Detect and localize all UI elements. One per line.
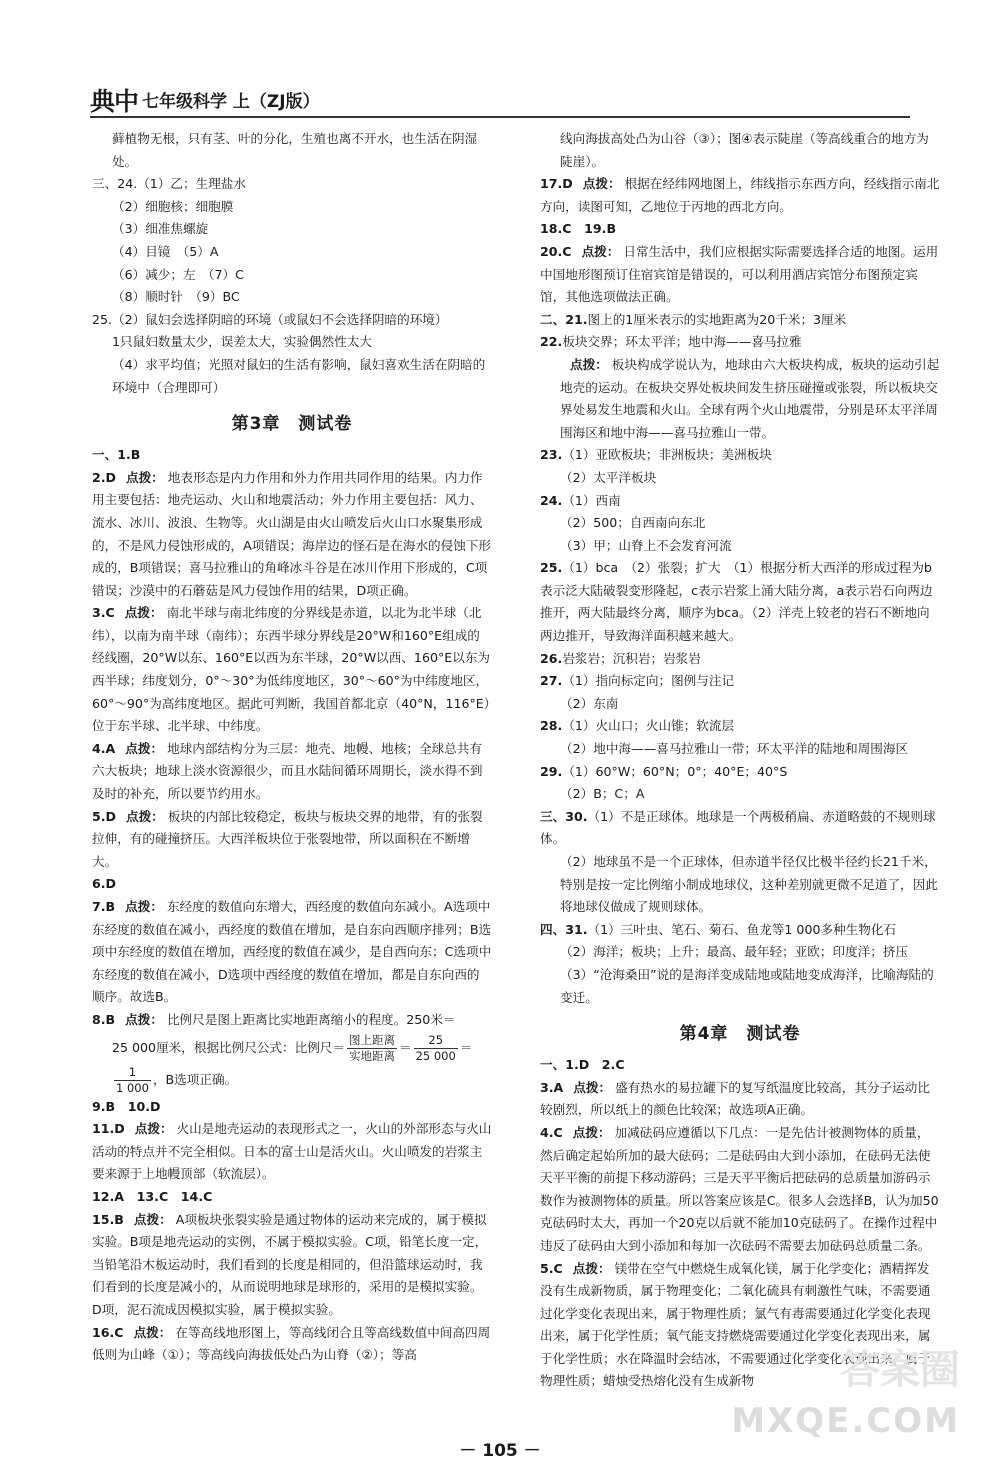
q8-fraction-1	[347, 1033, 397, 1064]
page-number: － 105 －	[459, 1441, 541, 1461]
book-title: 七年级科学 上（ZJ版）	[142, 92, 320, 112]
watermark: MXQE.COM	[731, 1401, 960, 1441]
left-top-answers	[92, 128, 492, 399]
left-column	[92, 128, 492, 1367]
answer-text: （1）60°W；60°N；0°；40°E；40°S	[562, 763, 788, 779]
answer-number: 3.C	[92, 605, 115, 621]
q8-text3: ，B选项正确。	[152, 1071, 238, 1087]
answer-text: （2）海洋；板块；上升；最高、最年轻；亚欧；印度洋；挤压	[560, 944, 909, 960]
answer-item	[92, 444, 492, 467]
answer-item	[92, 467, 492, 603]
answer-text: 根据在经纬网地图上，纬线指示东西方向，经线指示南北方向，读图可知，乙地位于丙地的西北方向。	[540, 176, 940, 214]
answer-text: 盛有热水的易拉罐下的复写纸温度比较高，其分子运动比较剧烈，所以纸上的颜色比较深；故选项A正确。	[540, 1079, 930, 1118]
hint-label: 点拨：	[572, 1260, 611, 1276]
hint-label: 点拨：	[573, 1079, 612, 1095]
answer-text: 南北半球与南北纬度的分界线是赤道，以北为北半球（北纬），以南为南半球（南纬）；东西半球分界线是20°W和160°E组成的经线圈，20°W以东、160°E以西为东半球，20°W以西、160°E以东为西半球；纬度划分，0°～30°为低纬度地区，30°～60°为中纬度地区，60°～90°为高纬度地区。据此可判断，我国首都北京（40°N，116°E）位于东半球、北半球、中纬度。	[92, 605, 491, 734]
answer-item	[540, 761, 940, 784]
answer-text: 地表形态是内力作用和外力作用共同作用的结果。内力作用主要包括：地壳运动、火山和地震活动；外力作用主要包括：风力、流水、冰川、波浪、生物等。火山湖是由火山喷发后火山口水聚集形成的，不是风力侵蚀形成的，A项错误；海岸边的怪石是在海水的侵蚀下形成的，B项错误；喜马拉雅山的角峰冰斗谷是在冰川作用下形成的，C项错误；沙漠中的石蘑菇是风力侵蚀作用的结果，D项正确。	[92, 469, 492, 598]
answer-item	[540, 851, 940, 919]
answer-item	[540, 512, 940, 535]
answer-text: （1）亚欧板块；非洲板块；美洲板块	[562, 447, 772, 463]
answer-number: 5.D	[92, 808, 117, 824]
q8-f3-denominator: 1 000	[116, 1080, 149, 1095]
answer-item	[92, 602, 492, 738]
q8-equals: ＝	[398, 1039, 412, 1055]
answer-item	[92, 896, 492, 1009]
answer-number: 4.A	[92, 740, 116, 756]
answer-item	[540, 941, 940, 964]
q8-line3	[92, 1064, 492, 1096]
answer-text: 地球内部结构分为三层：地壳、地幔、地核；全球总共有六大板块；地球上淡水资源很少，而且水陆间循环周期长，淡水得不到及时的补充，所以要节约用水。	[92, 740, 483, 802]
answer-text: 火山是地壳运动的表现形式之一，火山的外部形态与火山活动的特点并不完全相似。日本的富士山是活火山。火山喷发的岩浆主要来源于上地幔顶部（软流层）。	[92, 1121, 492, 1182]
q8-f1-denominator: 实地距离	[348, 1048, 395, 1063]
answer-item	[540, 648, 940, 671]
book-logo: 典中	[90, 87, 139, 116]
answer-text: （1）bca （2）张裂；扩大 （1）根据分析大西洋的形成过程为b表示泛大陆破裂变形隆起，c表示岩浆上涌大陆分离，a表示岩石向两边推开，两大陆最终分离，顺序为bca。（2）洋壳上较老的岩石不断地向两边推开，导致海洋面积越来越大。	[540, 560, 933, 644]
hint-label: 点拨：	[126, 808, 164, 824]
answer-text: 板块构成学说认为，地球由六大板块构成，板块的运动引起地壳的运动。在板块交界处板块间发生挤压碰撞或张裂，所以板块交界处易发生地震和火山。全球有两个火山地震带，分别是环太平洋周围海区和地中海——喜马拉雅山一带。	[560, 356, 940, 440]
answer-item	[540, 218, 940, 241]
answer-number: 一、1.B	[92, 447, 141, 463]
answer-number: 7.B	[92, 899, 116, 914]
answer-text: （1）不是正球体。地球是一个两极稍扁、赤道略鼓的不规则球体。	[540, 808, 936, 847]
answer-number: 9.B 10.D	[92, 1098, 161, 1114]
chapter3-title: 第3章 测试卷	[231, 414, 353, 435]
answer-text: （1）西南	[562, 492, 621, 508]
answer-item	[92, 1118, 492, 1186]
q8-fraction-3	[114, 1065, 151, 1096]
page-header	[90, 82, 910, 116]
q8-line2	[92, 1032, 492, 1064]
answer-number: 4.C	[540, 1124, 563, 1140]
q8-text2: 25 000厘米，根据比例尺公式：比例尺＝	[112, 1039, 345, 1055]
answer-text: A项板块张裂实验是通过物体的运动来完成的，属于模拟实验。B项是地壳运动的实例，不属于模拟实验。C项，铅笔长度一定，当铅笔沿木板运动时，我们看到的长度是相同的，但沿篮球运动时，我们看到的长度是减小的，从而说明地球是球形的，采用的是模拟实验。D项，泥石流成因模拟实验，属于模拟实验。	[92, 1211, 488, 1317]
answer-text: 板块交界；环太平洋；地中海——喜马拉雅	[562, 334, 802, 350]
answer-item	[540, 806, 940, 851]
answer-item	[540, 964, 940, 1009]
answer-text: 图上的1厘米表示的实地距离为20千米；3厘米	[587, 311, 847, 327]
answer-item	[540, 354, 940, 444]
header-rule	[90, 116, 910, 118]
answer-text: （3）甲；山脊上不会发育河流	[560, 537, 732, 553]
answer-item: 藓植物无根，只有茎、叶的分化，生殖也离不开水，也生活在阴湿处。	[112, 131, 478, 169]
answer-item	[540, 693, 940, 716]
answer-text: （1）火山口；火山锥；软流层	[562, 718, 735, 734]
answer-item	[540, 1077, 940, 1122]
q8-fraction-2	[414, 1033, 458, 1064]
answer-number: 28.	[540, 718, 563, 734]
answer-text: 线向海拔高处凸为山谷（③）；图④表示陡崖（等高线重合的地方为陡崖）。	[560, 131, 929, 169]
answer-text: 加减砝码应遵循以下几点：一是先估计被测物体的质量，然后确定起始所加的最大砝码；二是砝码由大到小添加，在砝码无法使天平平衡的前提下移动游码；三是天平平衡后把砝码的总质量加游码示数作为被测物体的质量。所以答案应该是C。很多人会选择B，认为加50克砝码时太大，再加一个20克以后就不能加10克砝码了。在操作过程中违反了砝码由大到小添加和每加一次砝码不需要去加砝码总质量二条。	[540, 1124, 939, 1253]
answer-number: 17.D	[540, 176, 573, 192]
answer-item	[540, 1054, 940, 1077]
answer-item	[540, 490, 940, 513]
answer-number: 2.D	[92, 469, 117, 485]
right-column	[540, 128, 940, 1393]
answer-text: 日常生活中，我们应根据实际需要选择合适的地图。运用中国地形图预订住宿宾馆是错误的，可以利用酒店宾馆分布图预定宾馆，其他选项做法正确。	[540, 243, 939, 305]
answer-number: 16.C	[92, 1324, 124, 1340]
answer-item	[540, 919, 940, 942]
answer-number: 27.	[540, 673, 563, 689]
q8-f2-numerator: 25	[414, 1033, 458, 1049]
answer-text: （1）指向标定向；图例与注记	[562, 673, 735, 689]
q8-f3-numerator: 1	[114, 1065, 151, 1081]
hint-label: 点拨：	[125, 899, 163, 914]
answer-item	[540, 331, 940, 354]
chapter3-answers	[92, 444, 492, 1009]
answer-text: 板块的内部比较稳定，板块与板块交界的地带，有的张裂拉伸，有的碰撞挤压。大西洋板块位于张裂地带，所以面积在不断增大。	[92, 808, 483, 869]
answer-item	[92, 1322, 492, 1367]
answer-item: （8）顺时针 （9）BC	[112, 289, 240, 305]
answer-text: 东经度的数值向东增大，西经度的数值向东减小。A选项中东经度的数值在减小，西经度的数值在增加，是自东向西顺序排列；B选项中东经度的数值在增加，西经度的数值在减少，是自西向东；C选项中东经度的数值在减小，D选项中西经度的数值在增加，都是自东向西的顺序。故选B。	[92, 899, 492, 1005]
answer-number: 一、1.D 2.C	[540, 1057, 625, 1073]
answer-text: 镁带在空气中燃烧生成氧化镁，属于化学变化；酒精挥发没有生成新物质，属于物理变化；二氧化硫具有刺激性气味，不需要通过化学变化表现出来，属于物理性质；氯气有毒需要通过化学变化表现出来，属于化学性质；氧气能支持燃烧需要通过化学变化表现出来，属于化学性质；水在降温时会结冰，不需要通过化学变化表现出来，属于物理性质；蜡烛受热熔化没有生成新物	[540, 1260, 931, 1389]
answer-number: 25.	[540, 560, 563, 576]
answer-item: （4）目镜 （5）A	[112, 243, 219, 259]
answer-number: 四、31.	[540, 921, 588, 937]
right-top-answers	[540, 128, 940, 1009]
watermark-logo: 答案圈	[840, 1347, 960, 1393]
hint-label: 点拨：	[124, 605, 163, 621]
answer-item: 25.（2）鼠妇会选择阴暗的环境（或鼠妇不会选择阴暗的环境）	[92, 311, 448, 327]
answer-item	[540, 557, 940, 647]
answer-item: （2）细胞核；细胞膜	[112, 198, 234, 214]
q8-text1: 比例尺是图上距离比实地距离缩小的程度。250米＝	[166, 1011, 456, 1027]
answer-text: （1）三叶虫、笔石、菊石、鱼龙等1 000多种生物化石	[587, 921, 897, 937]
hint-label: 点拨：	[133, 1324, 172, 1340]
answer-item	[92, 1096, 492, 1119]
answer-item: （3）细准焦螺旋	[112, 221, 209, 237]
answer-item	[540, 535, 940, 558]
answer-item	[540, 128, 940, 173]
answer-number: 5.C	[540, 1260, 563, 1276]
q8-number: 8.B	[92, 1011, 116, 1027]
answer-item	[92, 1186, 492, 1209]
answer-number: 11.D	[92, 1121, 125, 1137]
chapter3-answers-continued	[92, 1096, 492, 1367]
answer-item	[540, 715, 940, 738]
answer-number: 22.	[540, 334, 563, 350]
answer-item: 三、24.（1）乙；生理盐水	[92, 176, 246, 192]
answer-item	[540, 173, 940, 218]
hint-label: 点拨：	[570, 356, 608, 372]
answer-text: （2）地球虽不是一个正球体，但赤道半径仅比极半径约长21千米，特别是按一定比例缩小制成地球仪，这种差别就更微不足道了，因此将地球仪做成了规则球体。	[560, 854, 938, 915]
answer-text: （2）地中海——喜马拉雅山一带；环太平洋的陆地和周围海区	[560, 741, 909, 757]
hint-label: 点拨：	[581, 243, 620, 259]
answer-text: （2）东南	[560, 695, 619, 711]
answer-item: 1只鼠妇数量太少，误差太大，实验偶然性太大	[112, 334, 372, 350]
answer-number: 6.D	[92, 876, 117, 892]
hint-label: 点拨：	[572, 1124, 611, 1140]
hint-label: 点拨：	[125, 740, 164, 756]
answer-number: 3.A	[540, 1079, 564, 1095]
answer-number: 23.	[540, 447, 563, 463]
answer-text: （2）500；自西南向东北	[560, 515, 706, 531]
hint-label: 点拨：	[582, 176, 621, 192]
answer-text: （3）“沧海桑田”说的是海洋变成陆地或陆地变成海洋，比喻海陆的变迁。	[560, 966, 934, 1005]
answer-item	[540, 309, 940, 332]
answer-number: 26.	[540, 650, 563, 666]
answer-number: 三、30.	[540, 808, 588, 824]
chapter4-title: 第4章 测试卷	[679, 1024, 801, 1045]
q8-f1-numerator: 图上距离	[348, 1032, 395, 1047]
answer-text: （2）B；C；A	[560, 786, 645, 802]
answer-item	[540, 467, 940, 490]
answer-item	[540, 444, 940, 467]
answer-number: 二、21.	[540, 311, 588, 327]
q8-equals-2: ＝	[459, 1039, 473, 1055]
answer-text: （2）太平洋板块	[560, 469, 657, 485]
q8-tip: 点拨：	[125, 1011, 163, 1027]
answer-item	[92, 873, 492, 896]
answer-number: 24.	[540, 492, 563, 508]
answer-item	[92, 738, 492, 806]
hint-label: 点拨：	[133, 1211, 172, 1227]
answer-item	[540, 738, 940, 761]
answer-text: 在等高线地形图上，等高线闭合且等高线数值中间高四周低则为山峰（①）；等高线向海拔低处凸为山脊（②）；等高	[92, 1324, 491, 1363]
answer-item	[92, 1209, 492, 1322]
answer-item	[540, 783, 940, 806]
answer-text: 岩浆岩；沉积岩；岩浆岩	[562, 650, 701, 666]
answer-number: 15.B	[92, 1211, 124, 1227]
answer-item	[540, 1122, 940, 1258]
q8-f2-denominator: 25 000	[415, 1048, 456, 1063]
answer-item	[540, 241, 940, 309]
answer-number: 12.A 13.C 14.C	[92, 1188, 213, 1204]
answer-item: （6）减少；左 （7）C	[112, 266, 244, 282]
answer-number: 29.	[540, 763, 563, 779]
answer-number: 18.C 19.B	[540, 221, 617, 237]
hint-label: 点拨：	[126, 469, 164, 485]
answer-number: 20.C	[540, 243, 572, 259]
q8-line1	[92, 1009, 492, 1032]
answer-item	[92, 806, 492, 874]
answer-item	[540, 670, 940, 693]
q8-block	[92, 1009, 492, 1096]
answer-item: （4）求平均值；光照对鼠妇的生活有影响，鼠妇喜欢生活在阴暗的环境中（合理即可）	[112, 356, 486, 395]
hint-label: 点拨：	[134, 1121, 173, 1137]
